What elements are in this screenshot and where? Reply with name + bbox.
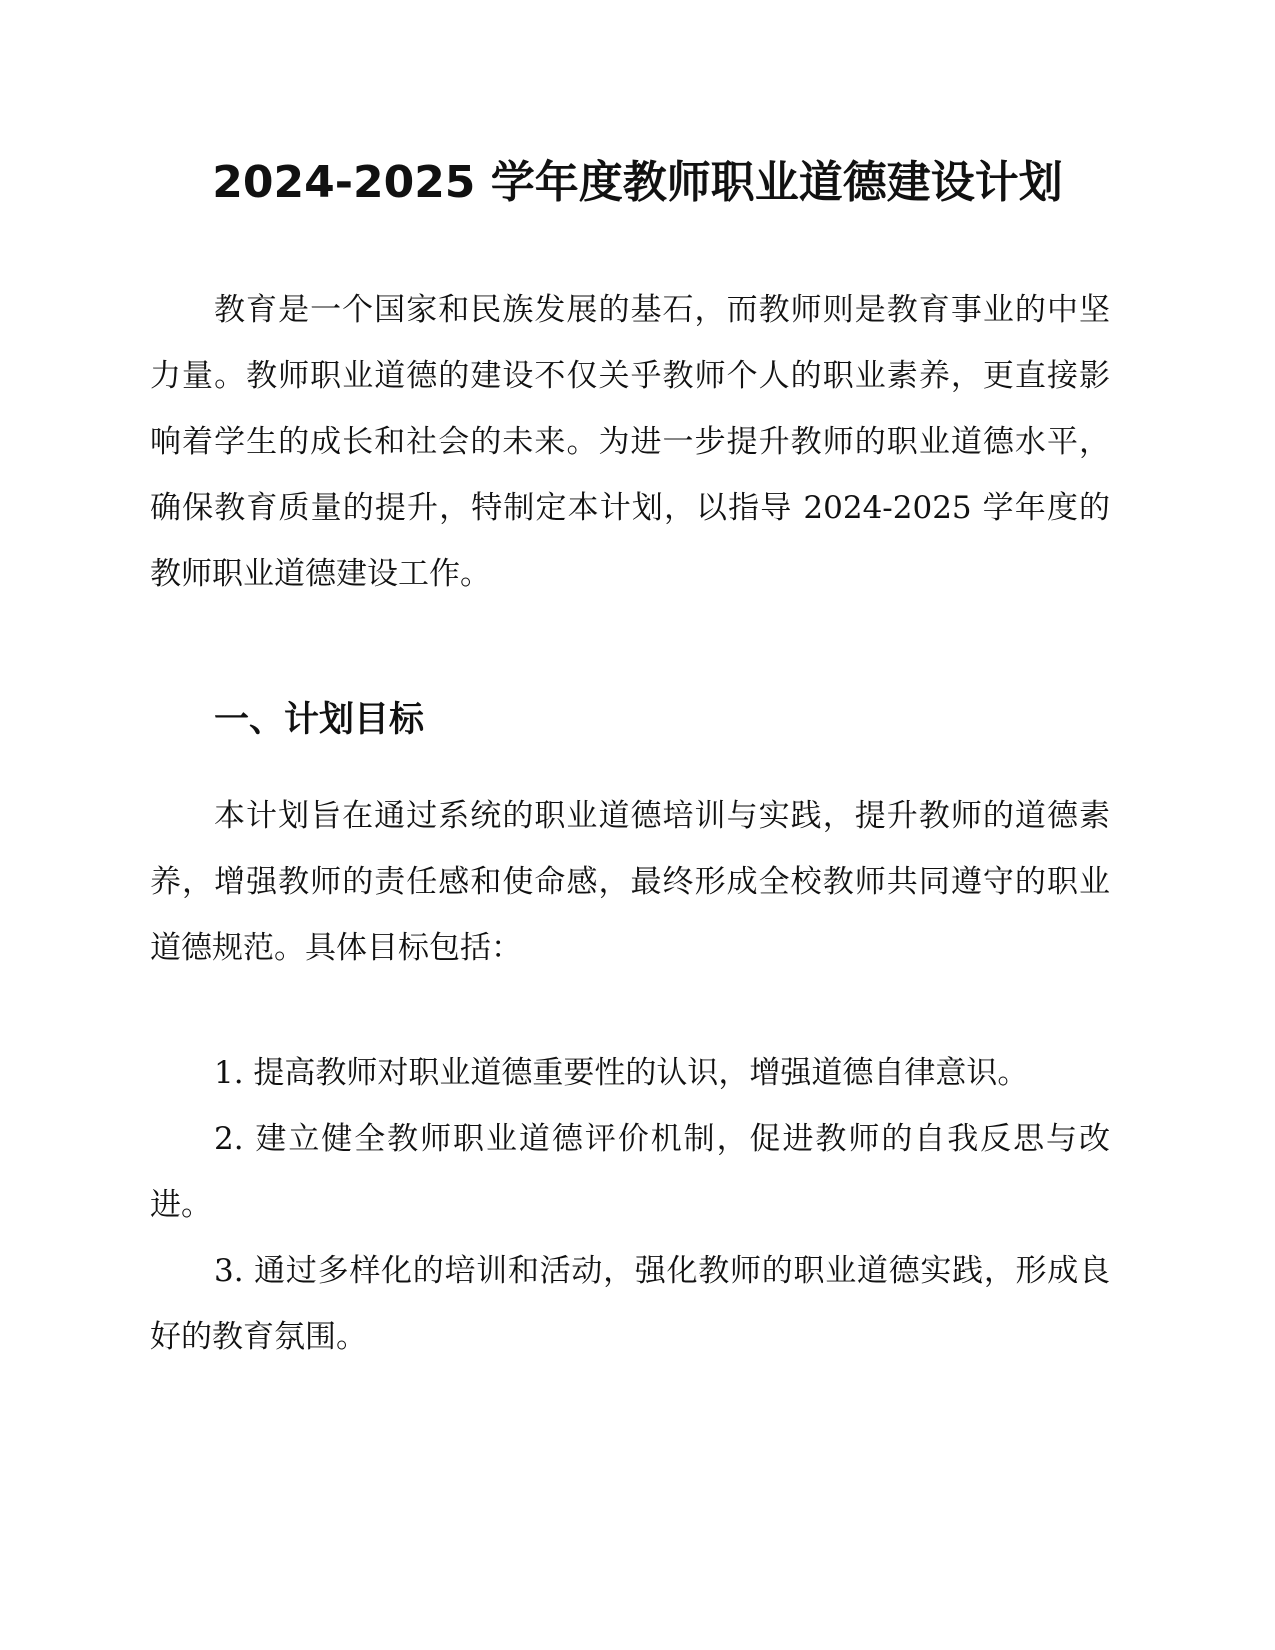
goals-list (150, 1040, 1110, 1370)
document-title: 2024-2025 学年度教师职业道德建设计划 (212, 157, 1063, 208)
intro-paragraph: 教育是一个国家和民族发展的基石，而教师则是教育事业的中坚力量。教师职业道德的建设不仅关乎教师个人的职业素养，更直接影响着学生的成长和社会的未来。为进一步提升教师的职业道德水平，确保教育质量的提升，特制定本计划，以指导 2024-2025 学年度的教师职业道德建设工作。 (150, 292, 1110, 592)
goals-paragraph: 本计划旨在通过系统的职业道德培训与实践，提升教师的道德素养，增强教师的责任感和使命感，最终形成全校教师共同遵守的职业道德规范。具体目标包括： (150, 798, 1110, 966)
list-item: 3. 通过多样化的培训和活动，强化教师的职业道德实践，形成良好的教育氛围。 (150, 1253, 1110, 1355)
list-item: 2. 建立健全教师职业道德评价机制，促进教师的自我反思与改进。 (150, 1121, 1110, 1223)
list-item: 1. 提高教师对职业道德重要性的认识，增强道德自律意识。 (214, 1055, 1029, 1091)
section-heading-goals: 一、计划目标 (214, 700, 425, 740)
